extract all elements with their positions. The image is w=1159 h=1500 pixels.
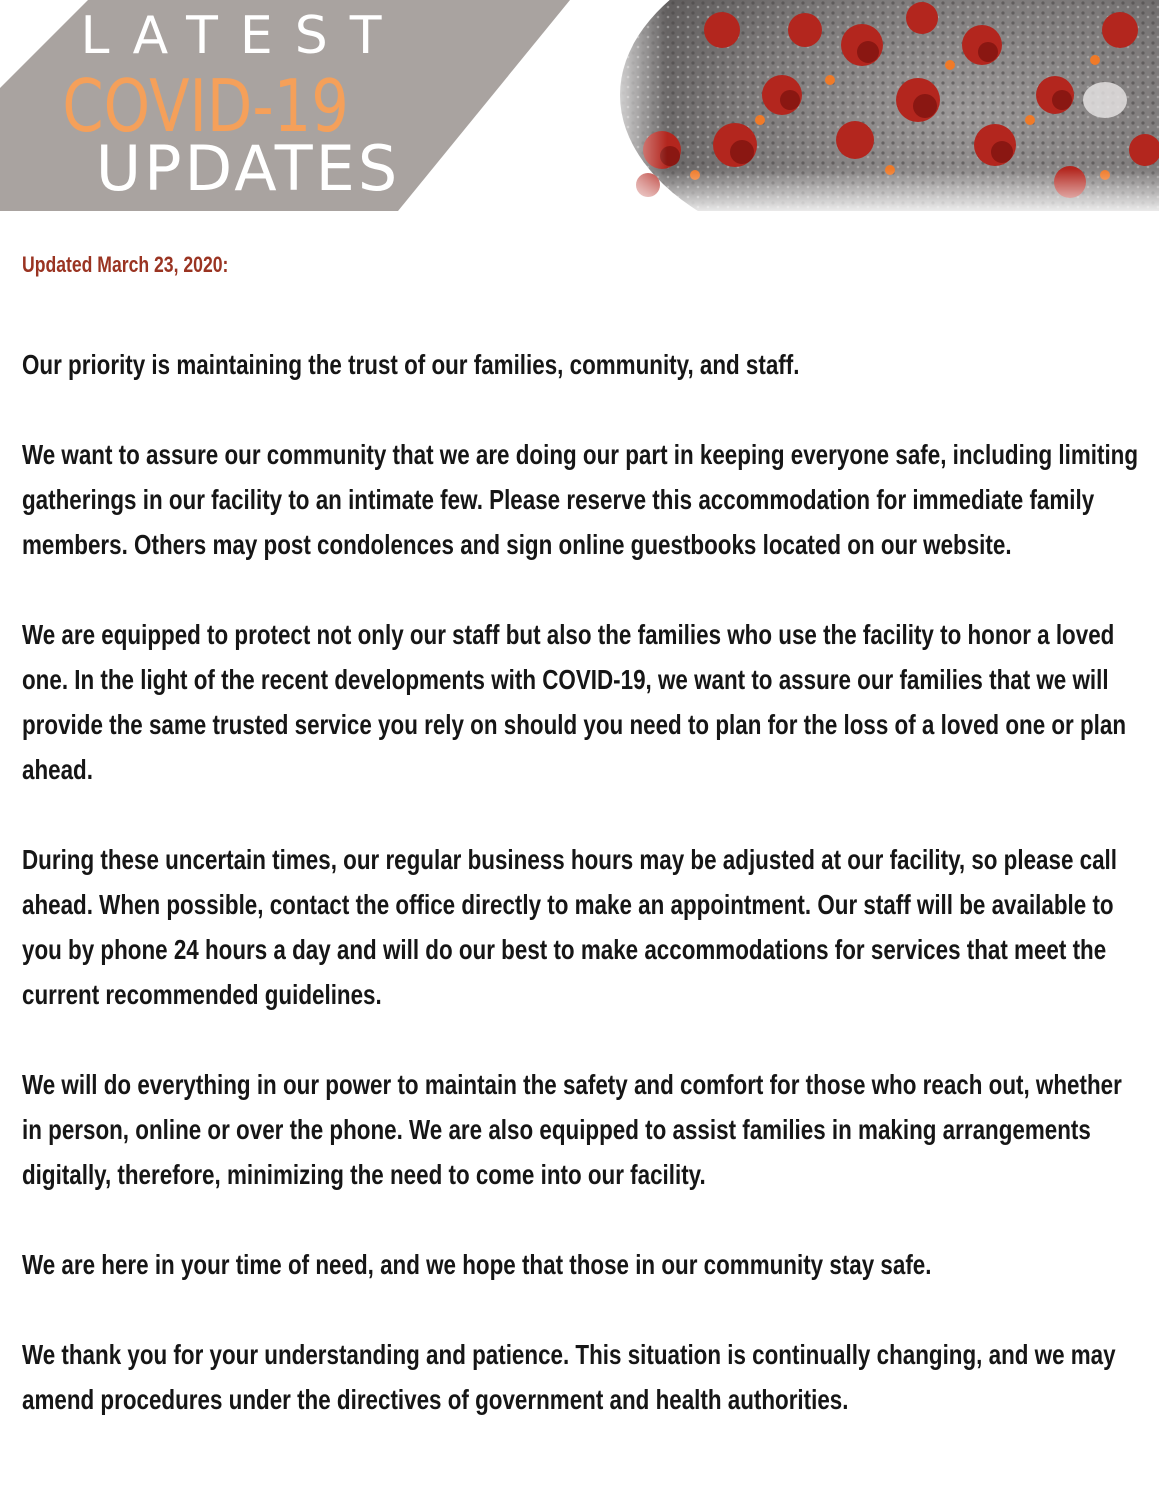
paragraph-safety-comfort: We will do everything in our power to maintain the safety and comfort for those who reach out, whether in person, online or over the phone. We are also equipped to assist families in making arrangements digitally, therefore, minimizing the need to come into our facility. bbox=[22, 1069, 1122, 1190]
header-banner bbox=[0, 0, 1159, 211]
coronavirus-image bbox=[600, 0, 1159, 211]
title-latest: LATEST bbox=[80, 6, 404, 66]
updated-date: Updated March 23, 2020: bbox=[22, 252, 229, 277]
paragraph-equipped: We are equipped to protect not only our staff but also the families who use the facility to honor a loved one. In the light of the recent developments with COVID-19, we want to assure our families that we will provide the same trusted service you rely on should you need to plan for the loss of a loved one or plan ahead. bbox=[22, 619, 1127, 785]
paragraph-community-safety: We want to assure our community that we are doing our part in keeping everyone safe, including limiting gatherings in our facility to an intimate few. Please reserve this accommodation for immediate family members. Others may post condolences and sign online guestbooks located on our website. bbox=[22, 439, 1139, 560]
coronavirus-illustration bbox=[600, 0, 1159, 211]
paragraph-priority: Our priority is maintaining the trust of our families, community, and staff. bbox=[22, 349, 800, 380]
paragraph-thank-you: We thank you for your understanding and patience. This situation is continually changing, and we may amend procedures under the directives of government and health authorities. bbox=[22, 1339, 1116, 1415]
title-covid-19: COVID-19 bbox=[62, 64, 349, 148]
update-content bbox=[22, 252, 1142, 1467]
title-updates: UPDATES bbox=[95, 132, 401, 205]
paragraph-time-of-need: We are here in your time of need, and we hope that those in our community stay safe. bbox=[22, 1249, 932, 1280]
paragraph-business-hours: During these uncertain times, our regular business hours may be adjusted at our facility, so please call ahead. When possible, contact the office directly to make an appointment. Our staff will be available to you by phone 24 hours a day and will do our best to make accommodations for services that meet the current recommended guidelines. bbox=[22, 844, 1118, 1010]
